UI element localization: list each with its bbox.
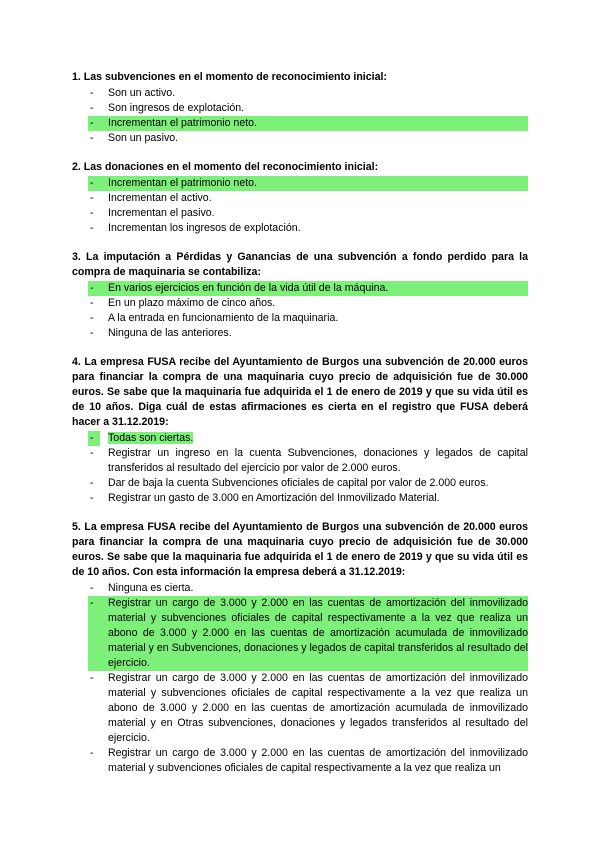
question-1-text: 1. Las subvenciones en el momento de reconocimiento inicial: xyxy=(72,71,387,83)
option: - Ninguna de las anteriores. xyxy=(90,327,232,339)
quiz-content xyxy=(72,70,528,790)
question-1-options xyxy=(72,86,528,146)
question-3-text: 3. La imputación a Pérdidas y Ganancias de una subvención a fondo perdido para la compra de maquinaria se contabiliza: xyxy=(72,251,528,278)
option: - En un plazo máximo de cinco años. xyxy=(90,297,276,309)
question-2-options xyxy=(72,176,528,236)
option-text: Son un activo. xyxy=(108,87,176,99)
option: - Son ingresos de explotación. xyxy=(90,102,245,114)
option: - Dar de baja la cuenta Subvenciones oficiales de capital por valor de 2.000 euros. xyxy=(90,477,489,489)
option-text: Son ingresos de explotación. xyxy=(108,102,245,114)
question-5-text: 5. La empresa FUSA recibe del Ayuntamiento de Burgos una subvención de 20.000 euros para financiar la compra de una maquinaria cuyo precio de adquisición fue de 30.000 euros. Se sabe que la maquinaria fue adquirida el 1 de enero de 2019 y que su vida útil es de 10 años. Con esta información la empresa deberá a 31.12.2019: xyxy=(72,521,528,578)
question-4-options xyxy=(72,431,528,506)
option-text: Ninguna es cierta. xyxy=(108,582,194,594)
question-2 xyxy=(72,160,528,236)
question-1 xyxy=(72,70,528,146)
option-text: Ninguna de las anteriores. xyxy=(108,327,232,339)
option: - Son un pasivo. xyxy=(90,132,179,144)
option-text: Incrementan el activo. xyxy=(108,192,212,204)
option: - Registrar un gasto de 3.000 en Amortización del Inmovilizado Material. xyxy=(90,492,440,504)
question-3-options xyxy=(72,281,528,341)
correct-option: - Todas son ciertas. xyxy=(90,432,194,444)
option-text: Registrar un cargo de 3.000 y 2.000 en las cuentas de amortización del inmovilizado material y subvenciones oficiales de capital respectivamente a la vez que realiza un abono de 3.000 y 2.000 en las cuentas de amortización acumulada de inmovilizado material y en Subvenciones, donaciones y legados de capital transferidos al resultado del ejercicio. xyxy=(108,597,528,669)
question-5 xyxy=(72,520,528,776)
option: - Incrementan el pasivo. xyxy=(90,207,215,219)
option: - A la entrada en funcionamiento de la maquinaria. xyxy=(90,312,339,324)
option-text: En un plazo máximo de cinco años. xyxy=(108,297,276,309)
option-text: Incrementan el patrimonio neto. xyxy=(108,117,257,129)
option-text: Registrar un cargo de 3.000 y 2.000 en las cuentas de amortización del inmovilizado material y subvenciones oficiales de capital respectivamente a la vez que realiza un abono de 3.000 y 2.000 en las cuentas de amortización acumulada de inmovilizado material y en Otras subvenciones, donaciones y legados transferidos al resultado del ejercicio. xyxy=(108,672,528,744)
option-text: Incrementan el pasivo. xyxy=(108,207,215,219)
correct-option: - Registrar un cargo de 3.000 y 2.000 en las cuentas de amortización del inmovilizado material y subvenciones oficiales de capital respectivamente a la vez que realiza un abono de 3.000 y 2.000 en las cuentas de amortización acumulada de inmovilizado material y en Subvenciones, donaciones y legados de capital transferidos al resultado del ejercicio. xyxy=(90,597,528,669)
option: - Incrementan los ingresos de explotación. xyxy=(90,222,301,234)
option-text: A la entrada en funcionamiento de la maquinaria. xyxy=(108,312,339,324)
option-text: Registrar un ingreso en la cuenta Subvenciones, donaciones y legados de capital transferidos al resultado del ejercicio por valor de 2.000 euros. xyxy=(108,447,528,474)
correct-option: - En varios ejercicios en función de la vida útil de la máquina. xyxy=(88,281,528,296)
option-text: Registrar un cargo de 3.000 y 2.000 en las cuentas de amortización del inmovilizado material y subvenciones oficiales de capital respectivamente a la vez que realiza un xyxy=(108,747,528,774)
option: - Registrar un cargo de 3.000 y 2.000 en las cuentas de amortización del inmovilizado material y subvenciones oficiales de capital respectivamente a la vez que realiza un abono de 3.000 y 2.000 en las cuentas de amortización acumulada de inmovilizado material y en Otras subvenciones, donaciones y legados transferidos al resultado del ejercicio. xyxy=(90,672,528,744)
option-text: Son un pasivo. xyxy=(108,132,179,144)
question-5-options xyxy=(72,581,528,776)
option-text: En varios ejercicios en función de la vida útil de la máquina. xyxy=(108,282,389,294)
option: - Ninguna es cierta. xyxy=(90,582,194,594)
option-text: Dar de baja la cuenta Subvenciones oficiales de capital por valor de 2.000 euros. xyxy=(108,477,489,489)
correct-option: - Incrementan el patrimonio neto. xyxy=(88,116,528,131)
option-text: Registrar un gasto de 3.000 en Amortización del Inmovilizado Material. xyxy=(108,492,440,504)
correct-option: - Incrementan el patrimonio neto. xyxy=(88,176,528,191)
option-text: Incrementan los ingresos de explotación. xyxy=(108,222,301,234)
question-4 xyxy=(72,355,528,506)
option-text: Incrementan el patrimonio neto. xyxy=(108,177,257,189)
option: - Registrar un cargo de 3.000 y 2.000 en las cuentas de amortización del inmovilizado material y subvenciones oficiales de capital respectivamente a la vez que realiza un xyxy=(90,747,528,774)
question-3 xyxy=(72,250,528,341)
option: - Registrar un ingreso en la cuenta Subvenciones, donaciones y legados de capital transferidos al resultado del ejercicio por valor de 2.000 euros. xyxy=(90,447,528,474)
option-text: Todas son ciertas. xyxy=(108,432,194,444)
option: - Incrementan el activo. xyxy=(90,192,212,204)
question-2-text: 2. Las donaciones en el momento del reconocimiento inicial: xyxy=(72,161,379,173)
question-4-text: 4. La empresa FUSA recibe del Ayuntamiento de Burgos una subvención de 20.000 euros para financiar la compra de una maquinaria cuyo precio de adquisición fue de 30.000 euros. Se sabe que la maquinaria fue adquirida el 1 de enero de 2019 y que su vida útil es de 10 años. Diga cuál de estas afirmaciones es cierta en el registro que FUSA deberá hacer a 31.12.2019: xyxy=(72,356,528,428)
option: - Son un activo. xyxy=(90,87,176,99)
